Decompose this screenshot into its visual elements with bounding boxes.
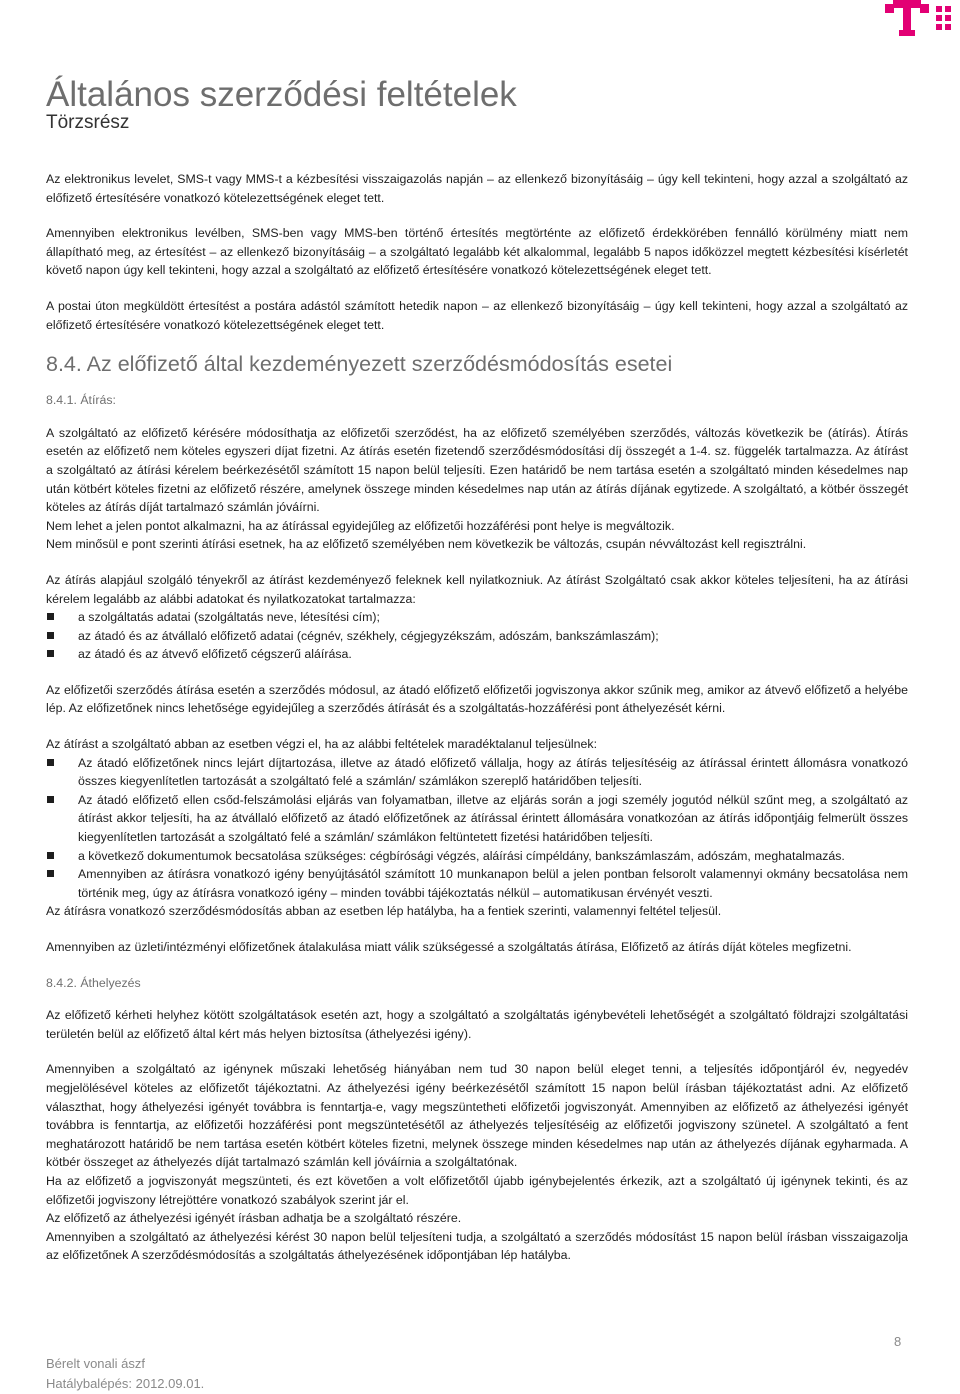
brand-dots-icon: [936, 6, 958, 32]
document-body: [46, 170, 908, 1265]
paragraph: Nem lehet a jelen pontot alkalmazni, ha az átírással egyidejűleg az előfizetői hozzáférési pont helye is megváltozik.: [46, 518, 675, 533]
paragraph: Az átírásra vonatkozó szerződésmódosítás abban az esetben lép hatályba, ha a fentiek szerinti, valamennyi feltétel teljesül.: [46, 904, 722, 919]
paragraph: Az előfizető az áthelyezési igényét írásban adhatja be a szolgáltató részére.: [46, 1211, 462, 1226]
section-heading: 8.4. Az előfizető által kezdeményezett szerződésmódosítás esetei: [46, 352, 673, 377]
paragraph: Az átírás alapjául szolgáló tényekről az átírást kezdeményező feleknek kell nyilatkozniuk. Az átírást Szolgáltató csak akkor köteles teljesíteni, ha az átírási kérelem legalább az alábbi adatokat és nyilatkozatokat tartalmazza:: [46, 572, 908, 606]
footer-document-name: Bérelt vonali ászf: [46, 1356, 145, 1371]
paragraph: Amennyiben elektronikus levélben, SMS-ben vagy MMS-ben történő értesítés megtörténte az előfizető érdekkörében fennálló körülmény miatt nem állapítható meg, az értesítést – az ellenkező bizonyításáig – a szolgáltató legalább két alkalommal, legalább 5 napos időközzel megtett kézbesítési kísérletét követő napon úgy kell tekinteni, hogy azzal a szolgáltató az előfizető értesítésére vonatkozó kötelezettségének eleget tett.: [46, 226, 908, 278]
list-item: Amennyiben az átírásra vonatkozó igény benyújtásától számított 10 munkanapon belül a jelen pontban felsorolt valamennyi okmány becsatolása nem történik meg, úgy az átírásra vonatkozó igény – minden további tájékoztatás nélkül – automatikusan érvényét veszti.: [46, 865, 908, 902]
paragraph: Az átírást a szolgáltató abban az esetben végzi el, ha az alábbi feltételek maradéktalanul teljesülnek:: [46, 737, 598, 752]
paragraph: Az elektronikus levelet, SMS-t vagy MMS-t a kézbesítési visszaigazolás napján – az ellenkező bizonyításáig – úgy kell tekinteni, hogy azzal a szolgáltató az előfizető értesítésére vonatkozó kötelezettségének eleget tett.: [46, 172, 908, 205]
document-title: Általános szerződési feltételek: [46, 75, 517, 115]
paragraph: A szolgáltató az előfizető kérésére módosíthatja az előfizetői szerződést, ha az előfizető személyében szerződés, változás következik be (átírás). Átírás esetén az előfizető nem köteles egyszeri díjat fizetni. Az átírás esetén fizetendő szerződésmódosítási díj összegét a 1-4. sz. függelék tartalmazza. Az átírást a szolgáltató az átírási kérelem beérkezésétől számított 15 napon belül teljesíti. Ezen határidő be nem tartása esetén a szolgáltató minden késedelmes nap után kötbért köteles fizetni az előfizető részére, amelynek összege minden késedelmes nap után az átírás díjának egytizede. A szolgáltató, a kötbér összegét köteles az átírás díját tartalmazó számlán jóváírni.: [46, 425, 908, 515]
subsection-heading: 8.4.1. Átírás:: [46, 393, 116, 408]
page-number: 8: [894, 1334, 902, 1349]
list-item: az átadó és az átvállaló előfizető adatai (cégnév, székhely, cégjegyzékszám, adószám, bankszámlaszám);: [46, 627, 908, 646]
footer-effective-date: Hatálybalépés: 2012.09.01.: [46, 1376, 205, 1391]
bullet-list: [46, 608, 908, 664]
list-item: a szolgáltatás adatai (szolgáltatás neve, létesítési cím);: [46, 608, 908, 627]
paragraph: Az előfizető kérheti helyhez kötött szolgáltatások esetén azt, hogy a szolgáltató a szolgáltatás igénybevételi lehetőségét a szolgáltató földrajzi szolgáltatási területén belül az előfizető által kért más helyen biztosítsa (áthelyezési igény).: [46, 1008, 908, 1041]
document-subtitle: Törzsrész: [46, 112, 130, 133]
list-item: Az átadó előfizető ellen csőd-felszámolási eljárás van folyamatban, illetve az eljárás során a jogi személy jogutód nélkül szűnt meg, a szolgáltató az átírást akkor teljesíti, ha az átvállaló előfizető az átadó előfizetőnek az átírással érintett állomására vonatkozóan az átírás időpontjáig felmerült összes kiegyenlítetlen tartozását a szolgáltató felé a számlán/ számlákon feltüntetett fizetési határidőben teljesíti.: [46, 791, 908, 847]
list-item: az átadó és az átvevő előfizető cégszerű aláírása.: [46, 645, 908, 664]
paragraph: Ha az előfizető a jogviszonyát megszünteti, és ezt követően a volt előfizetőtől újabb igénybejelentés érkezik, azt a szolgáltató új igénynek tekinti, és az előfizetői jogviszony létrejöttére vonatkozó szabályok szerint jár el.: [46, 1173, 908, 1207]
list-item: a következő dokumentumok becsatolása szükséges: cégbírósági végzés, aláírási címpéldány, bankszámlaszám, adószám, meghatalmazás.: [46, 847, 908, 866]
list-item: Az átadó előfizetőnek nincs lejárt díjtartozása, illetve az átadó előfizető vállalja, hogy az átírás teljesítéséig az átírással érintett állomásra vonatkozó összes kiegyenlítetlen tartozását a szolgáltató felé a számlán/ számlákon szereplő határidőben teljesíti.: [46, 754, 908, 791]
paragraph: Amennyiben az üzleti/intézményi előfizetőnek átalakulása miatt válik szükségessé a szolgáltatás átírása, Előfizető az átírás díját köteles megfizetni.: [46, 940, 852, 954]
paragraph: Nem minősül e pont szerinti átírási esetnek, ha az előfizető személyében nem következik be változás, csupán névváltozást kell regisztrálni.: [46, 537, 807, 552]
paragraph: Az előfizetői szerződés átírása esetén a szerződés módosul, az átadó előfizető előfizetői jogviszonya akkor szűnik meg, amikor az átvevő előfizető a helyébe lép. Az előfizetőnek nincs lehetősége egyidejűleg a szerződés átírását és a szolgáltatás-hozzáférési pont áthelyezését kérni.: [46, 682, 908, 716]
subsection-heading: 8.4.2. Áthelyezés: [46, 975, 141, 990]
footer: [46, 1354, 204, 1394]
paragraph: A postai úton megküldött értesítést a postára adástól számított hetedik napon – az ellenkező bizonyításáig – úgy kell tekinteni, hogy azzal a szolgáltató az előfizető értesítésére vonatkozó kötelezettségének eleget tett.: [46, 298, 908, 332]
paragraph: Amennyiben a szolgáltató az igénynek műszaki lehetőség hiányában nem tud 30 napon belül eleget tenni, a teljesítés időpontjáról év, negyedév megjelölésével köteles az előfizetőt tájékoztatni. Az áthelyezési igény beérkezésétől számított 15 napon belül írásban tájékoztatást adni. Az előfizető választhat, hogy áthelyezési igényét továbbra is fenntartja-e, vagy megszüntetheti előfizetői jogviszonyát. Amennyiben az előfizető az áthelyezési igényét továbbra is fenntartja, az előfizetői hozzáférési pont megszüntetésétől az áthelyezés teljesítéséig az előfizetői jogviszony szünetel. A szolgáltató a fent meghatározott határidő be nem tartása esetén kötbért köteles fizetni, melynek összege minden késedelmes nap után az áthelyezés díjának egyharmada. A kötbér összeget az áthelyezés díját tartalmazó számlán kell jóváírnia a szolgáltatónak.: [46, 1062, 908, 1170]
bullet-list: [46, 754, 908, 903]
telekom-t-logo-icon: [885, 0, 929, 36]
paragraph: Amennyiben a szolgáltató az áthelyezési kérést 30 napon belül teljesíteni tudja, a szolgáltató a szerződés módosítást 15 napon belül írásban visszaigazolja az előfizetőnek A szerződésmódosítás a szolgáltatás áthelyezésének időpontjában lép hatályba.: [46, 1229, 908, 1263]
